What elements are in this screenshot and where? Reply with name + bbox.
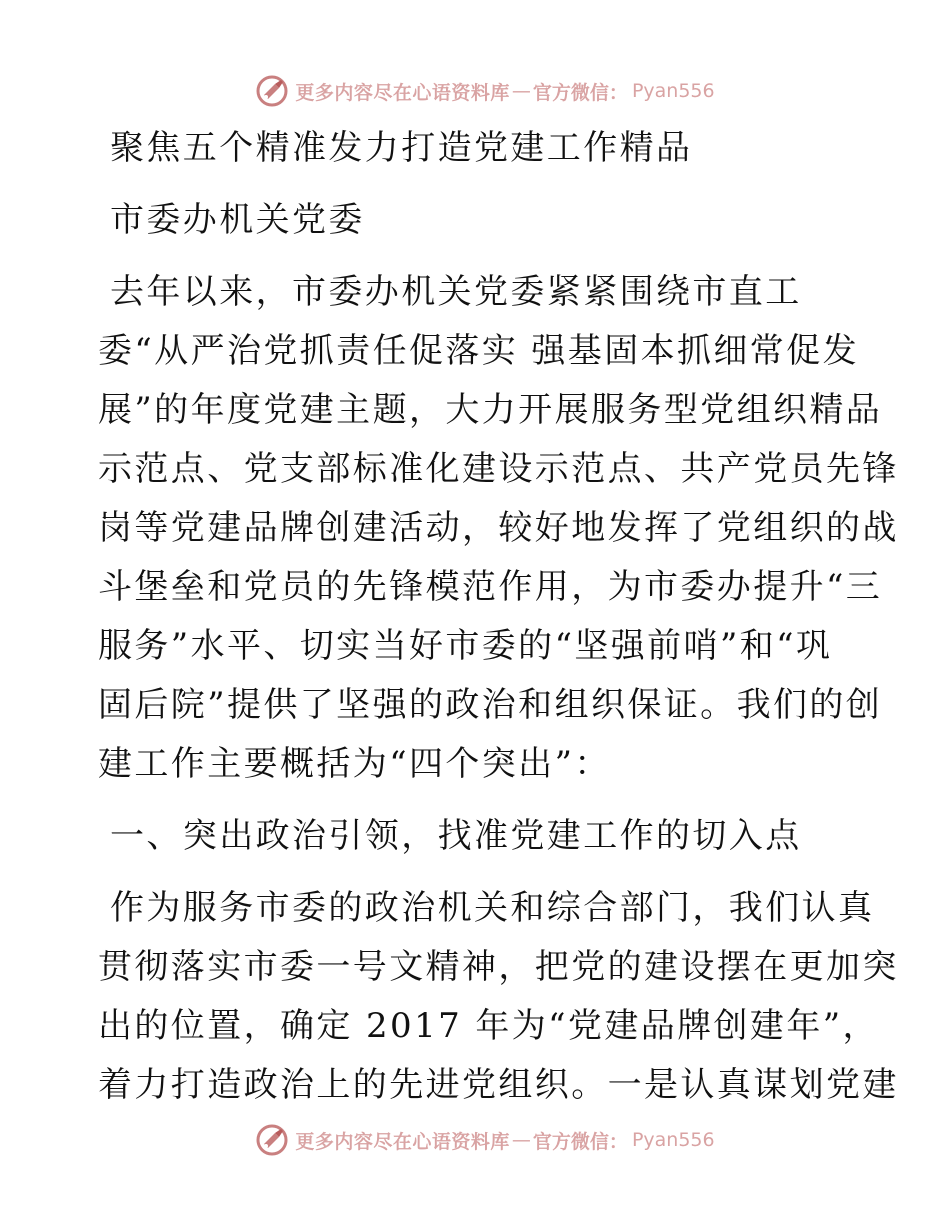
paragraph-line: 斗堡垒和党员的先锋模范作用，为市委办提升“三 [98,567,883,607]
watermark-separator: — [511,80,531,102]
watermark-text: 更多内容尽在心语资料库 [295,1130,510,1153]
paragraph-line: 作为服务市委的政治机关和综合部门，我们认真 [110,888,875,928]
paragraph-1 [98,263,899,794]
watermark-wechat-label: 官方微信： [532,81,628,104]
paragraph-line: 示范点、党支部标准化建设示范点、共产党员先锋 [98,449,899,489]
watermark-content [255,1123,714,1157]
paragraph-line: 贯彻落实市委一号文精神，把党的建设摆在更加突 [98,947,899,987]
watermark-wechat-id: Pyan556 [631,80,715,102]
section-heading-1: 一、突出政治引领，找准党建工作的切入点 [110,816,802,856]
paragraph-line: 去年以来，市委办机关党委紧紧围绕市直工 [110,272,802,312]
watermark-wechat-label: 官方微信： [532,1130,628,1153]
watermark-text: 更多内容尽在心语资料库 [295,81,510,104]
document-title: 聚焦五个精准发力打造党建工作精品 [110,128,693,168]
watermark-banner-top [0,71,950,111]
logo-icon [255,74,289,108]
logo-icon [255,1123,289,1157]
paragraph-line: 着力打造政治上的先进党组织。一是认真谋划党建 [98,1065,899,1105]
paragraph-line: 服务”水平、切实当好市委的“坚强前哨”和“巩 [98,626,833,666]
paragraph-line: 出的位置，确定 2017 年为“党建品牌创建年”， [98,1006,879,1046]
paragraph-line: 建工作主要概括为“四个突出”： [98,744,611,784]
paragraph-2 [98,879,899,1115]
paragraph-line: 固后院”提供了坚强的政治和组织保证。我们的创 [98,685,883,725]
document-body [98,119,899,1115]
watermark-wechat-id: Pyan556 [631,1129,715,1151]
watermark-banner-bottom [0,1120,950,1160]
paragraph-line: 岗等党建品牌创建活动，较好地发挥了党组织的战 [98,508,899,548]
paragraph-line: 展”的年度党建主题，大力开展服务型党组织精品 [98,390,883,430]
paragraph-line: 委“从严治党抓责任促落实 强基固本抓细常促发 [98,331,859,371]
watermark-separator: — [511,1129,531,1151]
document-author: 市委办机关党委 [110,200,365,240]
watermark-content [255,74,714,108]
